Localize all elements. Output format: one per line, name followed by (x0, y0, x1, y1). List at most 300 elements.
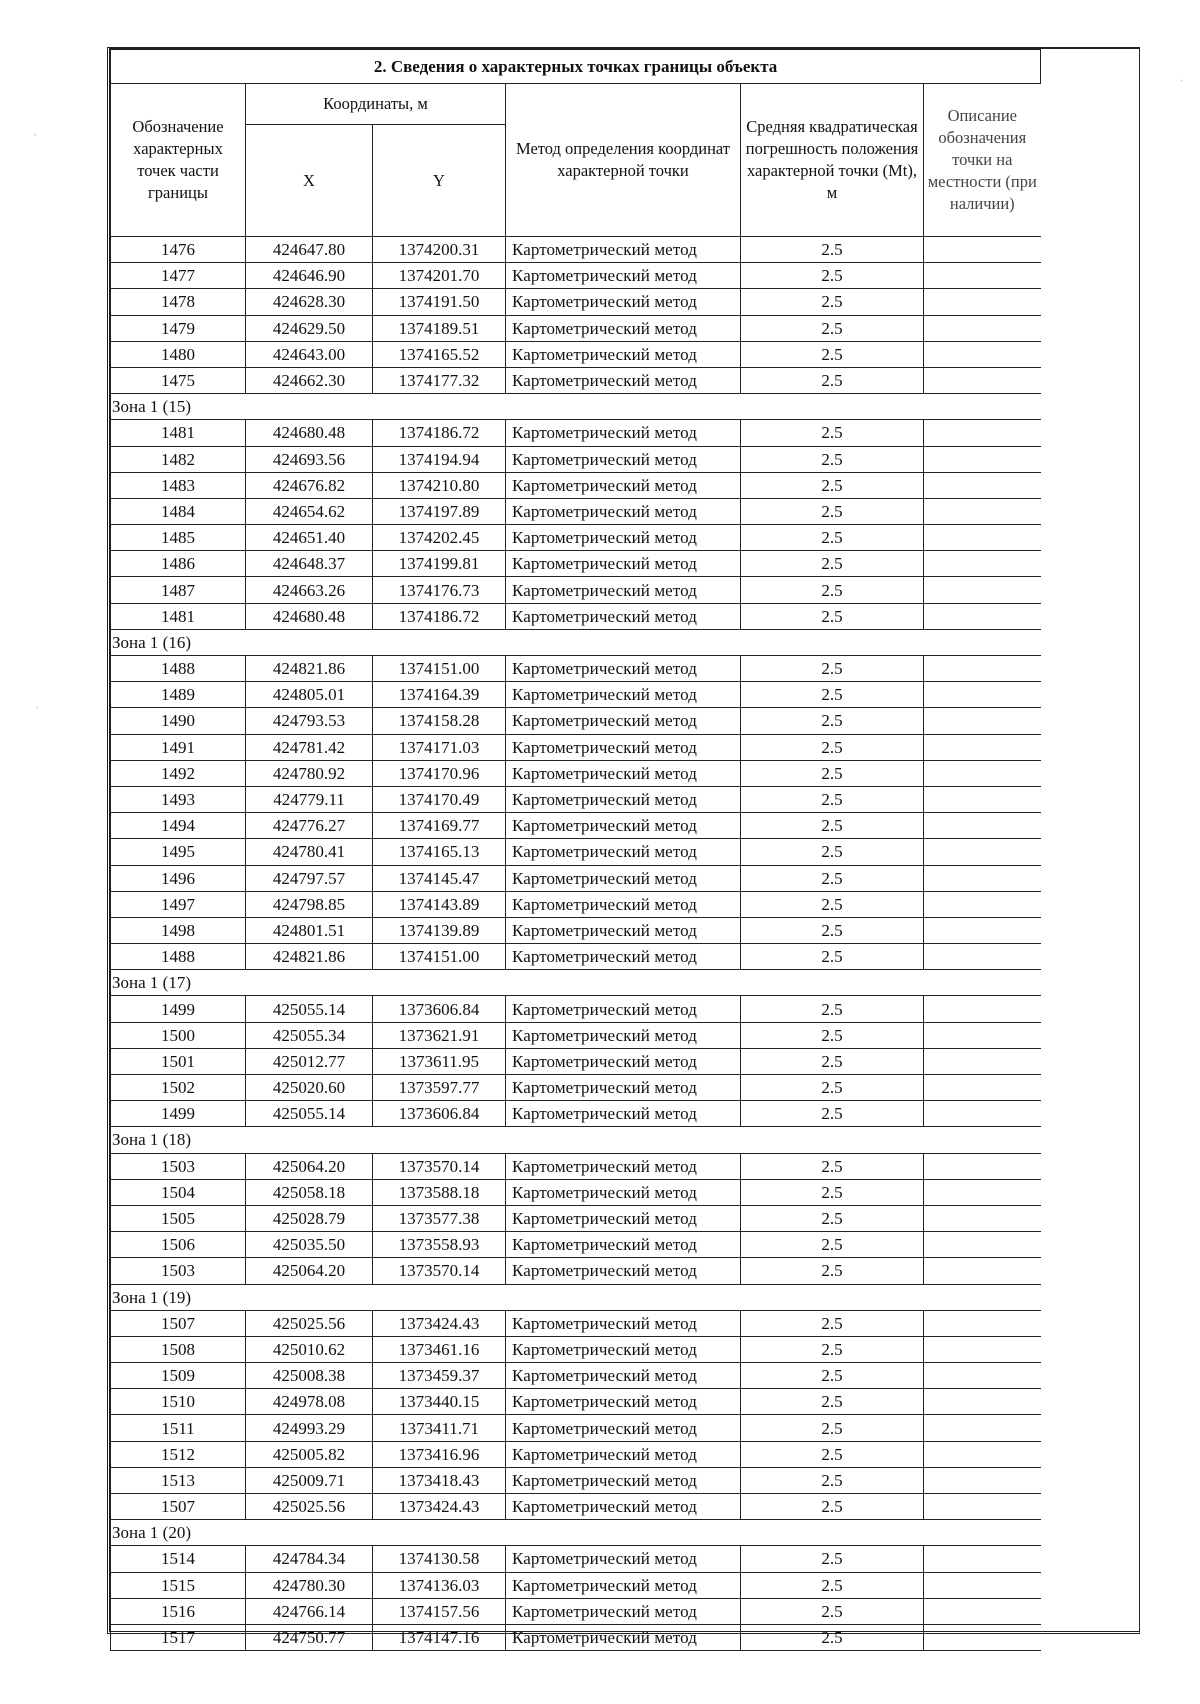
y-cell: 1373597.77 (373, 1075, 506, 1101)
y-cell: 1373558.93 (373, 1232, 506, 1258)
point-cell: 1489 (111, 682, 246, 708)
method-cell: Картометрический метод (506, 734, 741, 760)
description-cell (924, 734, 1041, 760)
description-cell (924, 1598, 1041, 1624)
method-cell: Картометрический метод (506, 1494, 741, 1520)
error-cell: 2.5 (741, 865, 924, 891)
y-cell: 1373606.84 (373, 1101, 506, 1127)
error-cell: 2.5 (741, 237, 924, 263)
y-cell: 1373418.43 (373, 1467, 506, 1493)
method-cell: Картометрический метод (506, 1363, 741, 1389)
method-cell: Картометрический метод (506, 1624, 741, 1650)
description-cell (924, 1572, 1041, 1598)
table-row (111, 1075, 1041, 1101)
description-cell (924, 367, 1041, 393)
header-point: Обозначение характерных точек части границы (111, 84, 246, 237)
y-cell: 1373424.43 (373, 1310, 506, 1336)
x-cell: 425055.14 (246, 1101, 373, 1127)
table-row (111, 420, 1041, 446)
table-row (111, 917, 1041, 943)
y-cell: 1373606.84 (373, 996, 506, 1022)
description-cell (924, 1415, 1041, 1441)
x-cell: 425005.82 (246, 1441, 373, 1467)
method-cell: Картометрический метод (506, 656, 741, 682)
method-cell: Картометрический метод (506, 472, 741, 498)
point-cell: 1511 (111, 1415, 246, 1441)
table-row (111, 839, 1041, 865)
method-cell: Картометрический метод (506, 996, 741, 1022)
point-cell: 1496 (111, 865, 246, 891)
error-cell: 2.5 (741, 367, 924, 393)
y-cell: 1374130.58 (373, 1546, 506, 1572)
error-cell: 2.5 (741, 1415, 924, 1441)
table-row (111, 708, 1041, 734)
y-cell: 1374169.77 (373, 813, 506, 839)
x-cell: 424750.77 (246, 1624, 373, 1650)
x-cell: 424821.86 (246, 944, 373, 970)
y-cell: 1374200.31 (373, 237, 506, 263)
x-cell: 424793.53 (246, 708, 373, 734)
method-cell: Картометрический метод (506, 1310, 741, 1336)
error-cell: 2.5 (741, 577, 924, 603)
description-cell (924, 472, 1041, 498)
table-row (111, 472, 1041, 498)
zone-label: Зона 1 (16) (111, 629, 1041, 655)
x-cell: 424662.30 (246, 367, 373, 393)
description-cell (924, 263, 1041, 289)
description-cell (924, 1232, 1041, 1258)
error-cell: 2.5 (741, 603, 924, 629)
table-row (111, 1624, 1041, 1650)
error-cell: 2.5 (741, 498, 924, 524)
method-cell: Картометрический метод (506, 315, 741, 341)
y-cell: 1373611.95 (373, 1048, 506, 1074)
table-row (111, 263, 1041, 289)
error-cell: 2.5 (741, 1624, 924, 1650)
description-cell (924, 1048, 1041, 1074)
table-title: 2. Сведения о характерных точках границы объекта (111, 50, 1041, 84)
zone-row (111, 1284, 1041, 1310)
description-cell (924, 1022, 1041, 1048)
table-row (111, 1179, 1041, 1205)
table-row (111, 786, 1041, 812)
error-cell: 2.5 (741, 839, 924, 865)
description-cell (924, 1205, 1041, 1231)
table-row (111, 1232, 1041, 1258)
y-cell: 1374189.51 (373, 315, 506, 341)
description-cell (924, 498, 1041, 524)
description-cell (924, 708, 1041, 734)
error-cell: 2.5 (741, 1572, 924, 1598)
method-cell: Картометрический метод (506, 1048, 741, 1074)
description-cell (924, 1310, 1041, 1336)
error-cell: 2.5 (741, 1205, 924, 1231)
x-cell: 425010.62 (246, 1336, 373, 1362)
table-row (111, 734, 1041, 760)
table-row (111, 498, 1041, 524)
method-cell: Картометрический метод (506, 237, 741, 263)
description-cell (924, 944, 1041, 970)
y-cell: 1374199.81 (373, 551, 506, 577)
method-cell: Картометрический метод (506, 498, 741, 524)
description-cell (924, 446, 1041, 472)
table-row (111, 1546, 1041, 1572)
x-cell: 425008.38 (246, 1363, 373, 1389)
point-cell: 1506 (111, 1232, 246, 1258)
description-cell (924, 1441, 1041, 1467)
error-cell: 2.5 (741, 289, 924, 315)
error-cell: 2.5 (741, 708, 924, 734)
error-cell: 2.5 (741, 917, 924, 943)
method-cell: Картометрический метод (506, 1598, 741, 1624)
table-row (111, 1598, 1041, 1624)
x-cell: 424801.51 (246, 917, 373, 943)
y-cell: 1374136.03 (373, 1572, 506, 1598)
x-cell: 424647.80 (246, 237, 373, 263)
error-cell: 2.5 (741, 1494, 924, 1520)
zone-row (111, 629, 1041, 655)
table-row (111, 1336, 1041, 1362)
method-cell: Картометрический метод (506, 263, 741, 289)
x-cell: 425035.50 (246, 1232, 373, 1258)
point-cell: 1498 (111, 917, 246, 943)
description-cell (924, 1258, 1041, 1284)
error-cell: 2.5 (741, 786, 924, 812)
description-cell (924, 577, 1041, 603)
point-cell: 1515 (111, 1572, 246, 1598)
y-cell: 1373411.71 (373, 1415, 506, 1441)
x-cell: 424780.41 (246, 839, 373, 865)
y-cell: 1374164.39 (373, 682, 506, 708)
error-cell: 2.5 (741, 551, 924, 577)
point-cell: 1509 (111, 1363, 246, 1389)
y-cell: 1374194.94 (373, 446, 506, 472)
method-cell: Картометрический метод (506, 944, 741, 970)
point-cell: 1514 (111, 1546, 246, 1572)
table-row (111, 1258, 1041, 1284)
description-cell (924, 760, 1041, 786)
x-cell: 425025.56 (246, 1310, 373, 1336)
table-row (111, 865, 1041, 891)
x-cell: 425058.18 (246, 1179, 373, 1205)
point-cell: 1478 (111, 289, 246, 315)
zone-label: Зона 1 (19) (111, 1284, 1041, 1310)
method-cell: Картометрический метод (506, 865, 741, 891)
method-cell: Картометрический метод (506, 603, 741, 629)
scan-speck: · (35, 700, 39, 714)
method-cell: Картометрический метод (506, 1205, 741, 1231)
description-cell (924, 289, 1041, 315)
point-cell: 1490 (111, 708, 246, 734)
point-cell: 1484 (111, 498, 246, 524)
error-cell: 2.5 (741, 1363, 924, 1389)
y-cell: 1374170.49 (373, 786, 506, 812)
header-y: Y (373, 125, 506, 237)
description-cell (924, 1467, 1041, 1493)
point-cell: 1500 (111, 1022, 246, 1048)
method-cell: Картометрический метод (506, 1075, 741, 1101)
error-cell: 2.5 (741, 1310, 924, 1336)
method-cell: Картометрический метод (506, 891, 741, 917)
description-cell (924, 603, 1041, 629)
point-cell: 1503 (111, 1258, 246, 1284)
method-cell: Картометрический метод (506, 1153, 741, 1179)
point-cell: 1497 (111, 891, 246, 917)
description-cell (924, 682, 1041, 708)
zone-label: Зона 1 (17) (111, 970, 1041, 996)
point-cell: 1503 (111, 1153, 246, 1179)
table-row (111, 1205, 1041, 1231)
zone-label: Зона 1 (18) (111, 1127, 1041, 1153)
method-cell: Картометрический метод (506, 420, 741, 446)
point-cell: 1486 (111, 551, 246, 577)
error-cell: 2.5 (741, 1598, 924, 1624)
y-cell: 1374145.47 (373, 865, 506, 891)
method-cell: Картометрический метод (506, 786, 741, 812)
description-cell (924, 1153, 1041, 1179)
x-cell: 424654.62 (246, 498, 373, 524)
point-cell: 1507 (111, 1494, 246, 1520)
y-cell: 1373461.16 (373, 1336, 506, 1362)
y-cell: 1373570.14 (373, 1153, 506, 1179)
point-cell: 1481 (111, 420, 246, 446)
y-cell: 1374157.56 (373, 1598, 506, 1624)
zone-row (111, 970, 1041, 996)
x-cell: 424651.40 (246, 525, 373, 551)
y-cell: 1373440.15 (373, 1389, 506, 1415)
document-sheet (107, 47, 1140, 1648)
point-cell: 1494 (111, 813, 246, 839)
header-description: Описание обозначения точки на местности (при наличии) (924, 84, 1041, 237)
y-cell: 1373588.18 (373, 1179, 506, 1205)
error-cell: 2.5 (741, 1048, 924, 1074)
error-cell: 2.5 (741, 682, 924, 708)
point-cell: 1483 (111, 472, 246, 498)
boundary-points-table (110, 49, 1041, 1651)
x-cell: 424646.90 (246, 263, 373, 289)
point-cell: 1505 (111, 1205, 246, 1231)
description-cell (924, 315, 1041, 341)
table-row (111, 1415, 1041, 1441)
table-row (111, 891, 1041, 917)
error-cell: 2.5 (741, 1075, 924, 1101)
table-row (111, 996, 1041, 1022)
error-cell: 2.5 (741, 656, 924, 682)
y-cell: 1374170.96 (373, 760, 506, 786)
y-cell: 1373577.38 (373, 1205, 506, 1231)
error-cell: 2.5 (741, 734, 924, 760)
x-cell: 425009.71 (246, 1467, 373, 1493)
y-cell: 1374186.72 (373, 420, 506, 446)
point-cell: 1499 (111, 1101, 246, 1127)
table-row (111, 944, 1041, 970)
point-cell: 1480 (111, 341, 246, 367)
scan-speck: . (1180, 70, 1183, 84)
method-cell: Картометрический метод (506, 1415, 741, 1441)
method-cell: Картометрический метод (506, 1101, 741, 1127)
method-cell: Картометрический метод (506, 289, 741, 315)
point-cell: 1477 (111, 263, 246, 289)
table-row (111, 656, 1041, 682)
x-cell: 424663.26 (246, 577, 373, 603)
x-cell: 424648.37 (246, 551, 373, 577)
description-cell (924, 813, 1041, 839)
x-cell: 424805.01 (246, 682, 373, 708)
description-cell (924, 1179, 1041, 1205)
y-cell: 1374143.89 (373, 891, 506, 917)
point-cell: 1491 (111, 734, 246, 760)
x-cell: 424776.27 (246, 813, 373, 839)
y-cell: 1374151.00 (373, 656, 506, 682)
description-cell (924, 1624, 1041, 1650)
method-cell: Картометрический метод (506, 1179, 741, 1205)
method-cell: Картометрический метод (506, 839, 741, 865)
method-cell: Картометрический метод (506, 1441, 741, 1467)
point-cell: 1488 (111, 656, 246, 682)
x-cell: 425055.34 (246, 1022, 373, 1048)
table-row (111, 577, 1041, 603)
zone-row (111, 1127, 1041, 1153)
y-cell: 1374151.00 (373, 944, 506, 970)
table-row (111, 1101, 1041, 1127)
table-row (111, 315, 1041, 341)
point-cell: 1513 (111, 1467, 246, 1493)
method-cell: Картометрический метод (506, 760, 741, 786)
description-cell (924, 341, 1041, 367)
header-error: Средняя квадратическая погрешность положения характерной точки (Mt), м (741, 84, 924, 237)
description-cell (924, 891, 1041, 917)
description-cell (924, 656, 1041, 682)
description-cell (924, 1336, 1041, 1362)
error-cell: 2.5 (741, 1232, 924, 1258)
description-cell (924, 551, 1041, 577)
x-cell: 424780.30 (246, 1572, 373, 1598)
method-cell: Картометрический метод (506, 551, 741, 577)
table-row (111, 446, 1041, 472)
table-row (111, 1441, 1041, 1467)
y-cell: 1373621.91 (373, 1022, 506, 1048)
error-cell: 2.5 (741, 1179, 924, 1205)
y-cell: 1374177.32 (373, 367, 506, 393)
point-cell: 1516 (111, 1598, 246, 1624)
description-cell (924, 786, 1041, 812)
x-cell: 424643.00 (246, 341, 373, 367)
header-method: Метод определения координат характерной точки (506, 84, 741, 237)
error-cell: 2.5 (741, 891, 924, 917)
method-cell: Картометрический метод (506, 341, 741, 367)
y-cell: 1374171.03 (373, 734, 506, 760)
point-cell: 1475 (111, 367, 246, 393)
method-cell: Картометрический метод (506, 577, 741, 603)
table-row (111, 1153, 1041, 1179)
method-cell: Картометрический метод (506, 1258, 741, 1284)
x-cell: 424781.42 (246, 734, 373, 760)
description-cell (924, 1075, 1041, 1101)
method-cell: Картометрический метод (506, 1336, 741, 1362)
point-cell: 1510 (111, 1389, 246, 1415)
point-cell: 1479 (111, 315, 246, 341)
description-cell (924, 1546, 1041, 1572)
y-cell: 1374186.72 (373, 603, 506, 629)
table-row (111, 813, 1041, 839)
table-row (111, 1494, 1041, 1520)
error-cell: 2.5 (741, 1258, 924, 1284)
description-cell (924, 996, 1041, 1022)
x-cell: 424680.48 (246, 603, 373, 629)
description-cell (924, 525, 1041, 551)
error-cell: 2.5 (741, 341, 924, 367)
header-x: X (246, 125, 373, 237)
error-cell: 2.5 (741, 1022, 924, 1048)
point-cell: 1495 (111, 839, 246, 865)
description-cell (924, 237, 1041, 263)
point-cell: 1507 (111, 1310, 246, 1336)
table-row (111, 682, 1041, 708)
table-row (111, 289, 1041, 315)
x-cell: 424993.29 (246, 1415, 373, 1441)
point-cell: 1502 (111, 1075, 246, 1101)
method-cell: Картометрический метод (506, 446, 741, 472)
method-cell: Картометрический метод (506, 367, 741, 393)
table-row (111, 1572, 1041, 1598)
table-row (111, 1022, 1041, 1048)
table-row (111, 551, 1041, 577)
y-cell: 1374197.89 (373, 498, 506, 524)
x-cell: 425064.20 (246, 1258, 373, 1284)
x-cell: 424978.08 (246, 1389, 373, 1415)
y-cell: 1373459.37 (373, 1363, 506, 1389)
description-cell (924, 1101, 1041, 1127)
x-cell: 424680.48 (246, 420, 373, 446)
error-cell: 2.5 (741, 1389, 924, 1415)
x-cell: 424779.11 (246, 786, 373, 812)
table-row (111, 341, 1041, 367)
method-cell: Картометрический метод (506, 1389, 741, 1415)
x-cell: 424821.86 (246, 656, 373, 682)
point-cell: 1508 (111, 1336, 246, 1362)
method-cell: Картометрический метод (506, 708, 741, 734)
method-cell: Картометрический метод (506, 1546, 741, 1572)
zone-label: Зона 1 (20) (111, 1520, 1041, 1546)
x-cell: 424676.82 (246, 472, 373, 498)
method-cell: Картометрический метод (506, 917, 741, 943)
description-cell (924, 420, 1041, 446)
method-cell: Картометрический метод (506, 1232, 741, 1258)
error-cell: 2.5 (741, 525, 924, 551)
x-cell: 425012.77 (246, 1048, 373, 1074)
y-cell: 1374202.45 (373, 525, 506, 551)
y-cell: 1374210.80 (373, 472, 506, 498)
x-cell: 424797.57 (246, 865, 373, 891)
header-coords: Координаты, м (246, 84, 506, 125)
y-cell: 1373424.43 (373, 1494, 506, 1520)
x-cell: 425020.60 (246, 1075, 373, 1101)
y-cell: 1374201.70 (373, 263, 506, 289)
point-cell: 1488 (111, 944, 246, 970)
x-cell: 424798.85 (246, 891, 373, 917)
x-cell: 424693.56 (246, 446, 373, 472)
y-cell: 1374139.89 (373, 917, 506, 943)
table-row (111, 1467, 1041, 1493)
x-cell: 424628.30 (246, 289, 373, 315)
zone-row (111, 394, 1041, 420)
table-row (111, 603, 1041, 629)
error-cell: 2.5 (741, 1546, 924, 1572)
table-row (111, 525, 1041, 551)
x-cell: 424780.92 (246, 760, 373, 786)
error-cell: 2.5 (741, 996, 924, 1022)
error-cell: 2.5 (741, 1101, 924, 1127)
